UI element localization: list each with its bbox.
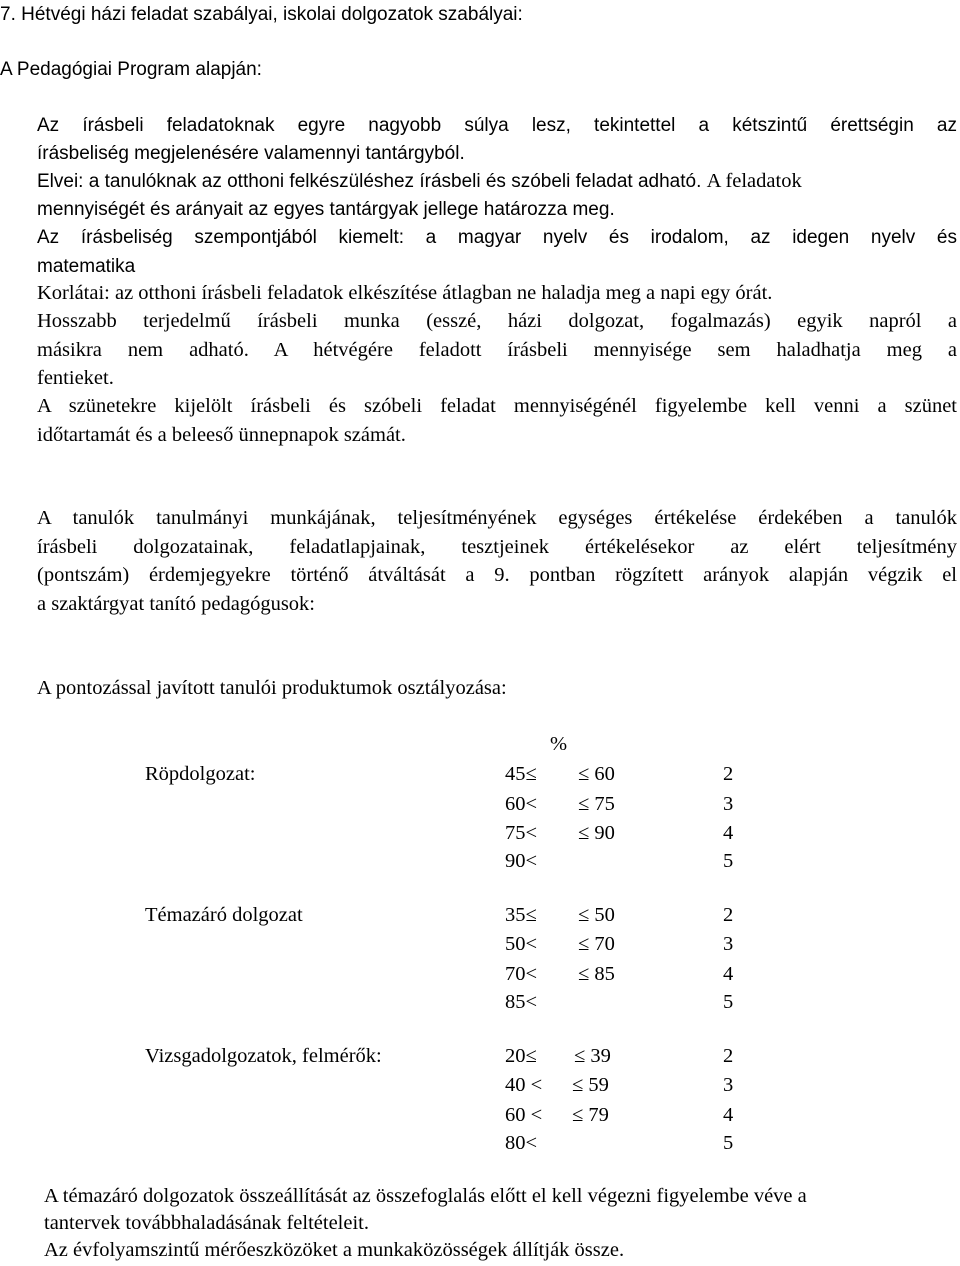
para1-line11: A szünetekre kijelölt írásbeli és szóbeli feladat mennyiségénél figyelembe kell venni a szünet xyxy=(37,395,957,417)
para1-line5: Az írásbeliség szempontjából kiemelt: a magyar nyelv és irodalom, az idegen nyelv és xyxy=(37,227,957,248)
para2-line2: írásbeli dolgozatainak, feladatlapjainak, tesztjeinek értékelésekor az elért teljesítmény xyxy=(37,536,957,558)
range-from: 85< xyxy=(505,991,538,1013)
range-from: 60< xyxy=(505,793,538,815)
group-label-ropdolgozat: Röpdolgozat: xyxy=(145,763,256,785)
percent-header: % xyxy=(550,733,568,755)
range-to: ≤ 75 xyxy=(578,793,615,815)
section-heading: 7. Hétvégi házi feladat szabályai, iskolai dolgozatok szabályai: xyxy=(0,4,523,25)
para2-line1: A tanulók tanulmányi munkájának, teljesítményének egységes értékelése érdekében a tanulók xyxy=(37,507,957,529)
range-to: ≤ 70 xyxy=(578,933,615,955)
grade-value: 4 xyxy=(723,963,734,985)
group-label-vizsgadolgozatok: Vizsgadolgozatok, felmérők: xyxy=(145,1045,382,1067)
range-from: 75< xyxy=(505,822,538,844)
para1-line3 xyxy=(37,167,802,196)
grade-value: 2 xyxy=(723,763,734,785)
grade-value: 5 xyxy=(723,850,734,872)
group-label-temazaro: Témazáró dolgozat xyxy=(145,904,303,926)
range-from: 40 < xyxy=(505,1074,543,1096)
range-to: ≤ 60 xyxy=(578,763,615,785)
range-to: ≤ 59 xyxy=(572,1074,609,1096)
range-from: 35≤ xyxy=(505,904,537,926)
range-from: 60 < xyxy=(505,1104,543,1126)
range-to: ≤ 50 xyxy=(578,904,615,926)
grade-value: 5 xyxy=(723,991,734,1013)
para1-line4: mennyiségét és arányait az egyes tantárgyak jellege határozza meg. xyxy=(37,199,615,220)
grade-value: 3 xyxy=(723,933,734,955)
para2-line3: (pontszám) érdemjegyekre történő átváltását a 9. pontban rögzített arányok alapján végzik el xyxy=(37,564,957,586)
range-to: ≤ 85 xyxy=(578,963,615,985)
grade-value: 3 xyxy=(723,793,734,815)
para1-line9: másikra nem adható. A hétvégére feladott írásbeli mennyisége sem haladhatja meg a xyxy=(37,339,957,361)
subheading: A Pedagógiai Program alapján: xyxy=(0,59,262,80)
footer-line3: Az évfolyamszintű mérőeszközöket a munkaközösségek állítják össze. xyxy=(44,1239,625,1261)
footer-line1: A témazáró dolgozatok összeállítását az összefoglalás előtt el kell végezni figyelembe véve a xyxy=(44,1185,807,1207)
grade-value: 5 xyxy=(723,1132,734,1154)
range-from: 45≤ xyxy=(505,763,537,785)
range-from: 50< xyxy=(505,933,538,955)
para1-line12: időtartamát és a beleeső ünnepnapok számát. xyxy=(37,424,406,446)
para2-line4: a szaktárgyat tanító pedagógusok: xyxy=(37,593,316,615)
range-to: ≤ 39 xyxy=(574,1045,611,1067)
grade-value: 4 xyxy=(723,822,734,844)
grade-value: 3 xyxy=(723,1074,734,1096)
range-to: ≤ 90 xyxy=(578,822,615,844)
para1-line3-b: A feladatok xyxy=(706,170,802,192)
range-to: ≤ 79 xyxy=(572,1104,609,1126)
para1-line2: írásbeliség megjelenésére valamennyi tantárgyból. xyxy=(37,143,465,164)
range-from: 70< xyxy=(505,963,538,985)
para1-line8: Hosszabb terjedelmű írásbeli munka (esszé, házi dolgozat, fogalmazás) egyik napról a xyxy=(37,310,957,332)
grade-value: 4 xyxy=(723,1104,734,1126)
range-from: 80< xyxy=(505,1132,538,1154)
grading-title: A pontozással javított tanulói produktumok osztályozása: xyxy=(37,677,507,699)
para1-line7: Korlátai: az otthoni írásbeli feladatok elkészítése átlagban ne haladja meg a napi egy órát. xyxy=(37,282,773,304)
para1-line1: Az írásbeli feladatoknak egyre nagyobb súlya lesz, tekintettel a kétszintű érettségin az xyxy=(37,115,957,136)
range-from: 20≤ xyxy=(505,1045,537,1067)
footer-line2: tantervek továbbhaladásának feltételeit. xyxy=(44,1212,369,1234)
para1-line10: fentieket. xyxy=(37,367,114,389)
para1-line3-a: Elvei: a tanulóknak az otthoni felkészüléshez írásbeli és szóbeli feladat adható. xyxy=(37,171,702,192)
para1-line6: matematika xyxy=(37,256,136,277)
grade-value: 2 xyxy=(723,904,734,926)
range-from: 90< xyxy=(505,850,538,872)
grade-value: 2 xyxy=(723,1045,734,1067)
